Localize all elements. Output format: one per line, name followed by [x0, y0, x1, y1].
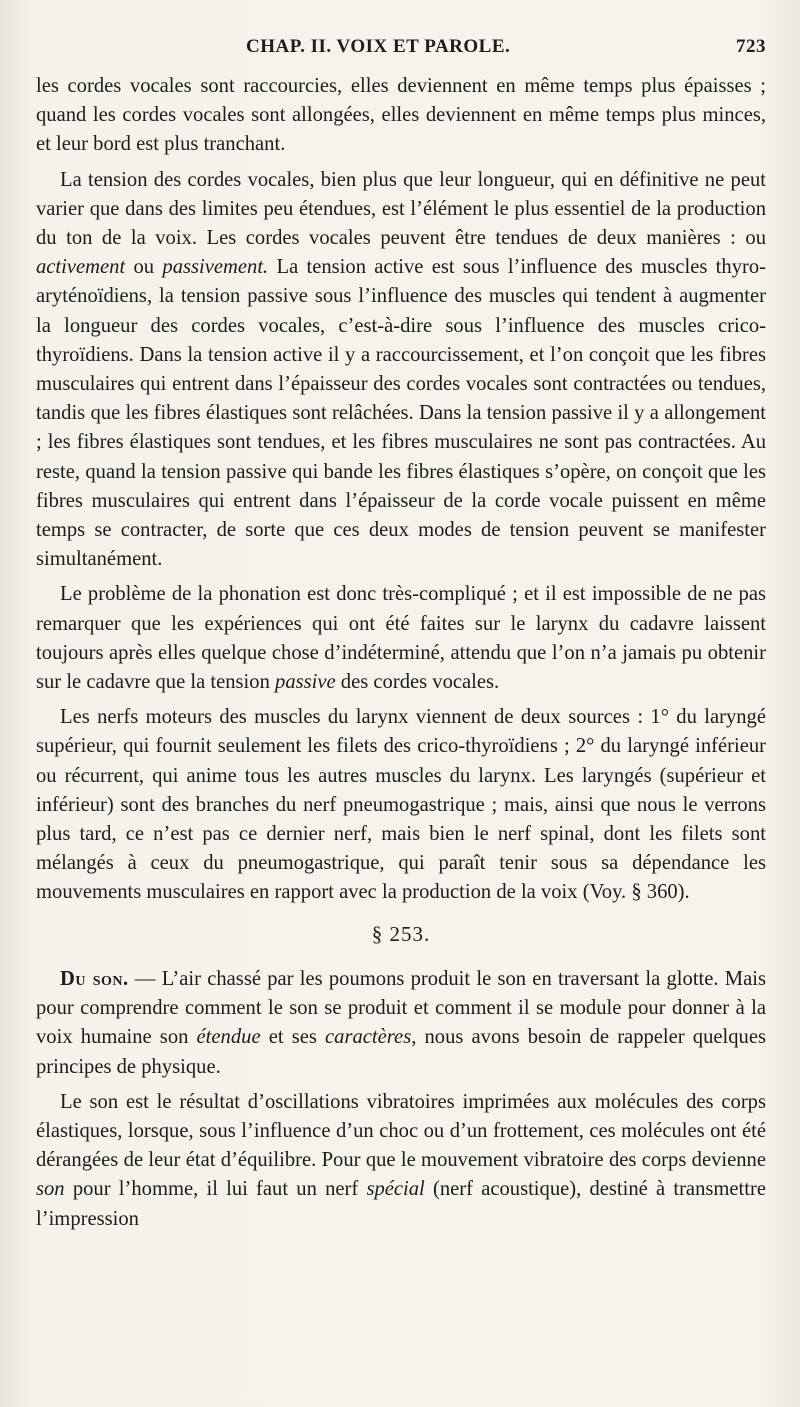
paragraph-text: (nerf acoustique), destiné à transmettre l’impression	[36, 1178, 766, 1230]
paragraph-text: les cordes vocales sont raccourcies, elles deviennent en même temps plus épaisses ; quand les cordes vocales sont allongées, elles deviennent en même temps plus minces, et leur bord est plus tranchant.	[36, 75, 766, 156]
paragraph-text: des cordes vocales.	[335, 671, 500, 694]
italic-term: caractères	[325, 1026, 412, 1049]
italic-term: spécial	[366, 1178, 425, 1201]
paragraph-nerfs	[36, 703, 766, 907]
italic-term: son	[36, 1178, 65, 1201]
paragraph-son-resultat	[36, 1088, 766, 1234]
paragraph-text: et ses	[260, 1026, 326, 1049]
paragraph-text: Le problème de la phonation est donc très-compliqué ; et il est impossible de ne pas remarquer que les expériences qui ont été faites sur le larynx du cadavre laissent toujours après elles quelque chose d’indéterminé, attendu que l’on n’a jamais pu obtenir sur le cadavre que la tension	[36, 583, 766, 694]
page-number: 723	[736, 36, 766, 57]
paragraph-text: ou	[125, 256, 163, 279]
italic-term: étendue	[196, 1026, 261, 1049]
paragraph-du-son	[36, 965, 766, 1082]
italic-term: passivement.	[162, 256, 269, 279]
paragraph-text: Le son est le résultat d’oscillations vibratoires imprimées aux molécules des corps élastiques, lorsque, sous l’influence d’un choc ou d’un frottement, ces molécules ont été dérangées de leur état d’équilibre. Pour que le mouvement vibratoire des corps devienne	[36, 1090, 766, 1172]
italic-term: passive	[275, 671, 336, 694]
section-heading: Du son.	[60, 967, 129, 990]
paragraph-text: La tension active est sous l’influence des muscles thyro-aryténoïdiens, la tension passive sous l’influence des muscles qui tendent à augmenter la longueur des cordes vocales, c’est-à-dire sous l’influence des muscles crico-thyroïdiens. Dans la tension active il y a raccourcissement, et l’on conçoit que les fibres musculaires qui entrent dans l’épaisseur des cordes vocales sont contractées ou tendues, tandis que les fibres élastiques sont relâchées. Dans la tension passive il y a allongement ; les fibres élastiques sont tendues, et les fibres musculaires ne sont pas contractées. Au reste, quand la tension passive qui bande les fibres élastiques s’opère, on conçoit que les fibres musculaires qui entrent dans l’épaisseur de la corde vocale puissent en même temps se contracter, de sorte que ces deux modes de tension peuvent se manifester simultanément.	[36, 256, 767, 571]
section-number: § 253.	[371, 921, 431, 946]
running-title: CHAP. II. VOIX ET PAROLE.	[246, 36, 511, 57]
paragraph-text: La tension des cordes vocales, bien plus que leur longueur, qui en définitive ne peut varier que dans des limites peu étendues, est l’élément le plus essentiel de la production du ton de la voix. Les cordes vocales peuvent être tendues de deux manières : ou	[36, 168, 766, 250]
body-text	[36, 72, 766, 1234]
page-header	[36, 32, 766, 72]
paragraph-text: , nous avons besoin de rappeler quelques principes de physique.	[36, 1026, 766, 1078]
paragraph-text: Les nerfs moteurs des muscles du larynx viennent de deux sources : 1° du laryngé supérieur, qui fournit seulement les filets des crico-thyroïdiens ; 2° du laryngé inférieur ou récurrent, qui anime tous les autres muscles du larynx. Les laryngés (supérieur et inférieur) sont des branches du nerf pneumogastrique ; mais, ainsi que nous le verrons plus tard, ce n’est pas ce dernier nerf, mais bien le nerf spinal, dont les filets sont mélangés à ceux du pneumogastrique, qui paraît tenir sous sa dépendance les mouvements musculaires en rapport avec la production de la voix (Voy. § 360).	[36, 706, 766, 904]
paragraph-phonation	[36, 580, 766, 697]
paragraph-text: — L’air chassé par les poumons produit le son en traversant la glotte. Mais pour comprendre comment le son se produit et comment il se module pour donner à la voix humaine son	[36, 967, 766, 1049]
italic-term: activement	[36, 256, 126, 279]
paragraph-continued	[36, 72, 766, 160]
paragraph-text: pour l’homme, il lui faut un nerf	[64, 1178, 367, 1201]
paragraph-tension	[36, 166, 766, 575]
